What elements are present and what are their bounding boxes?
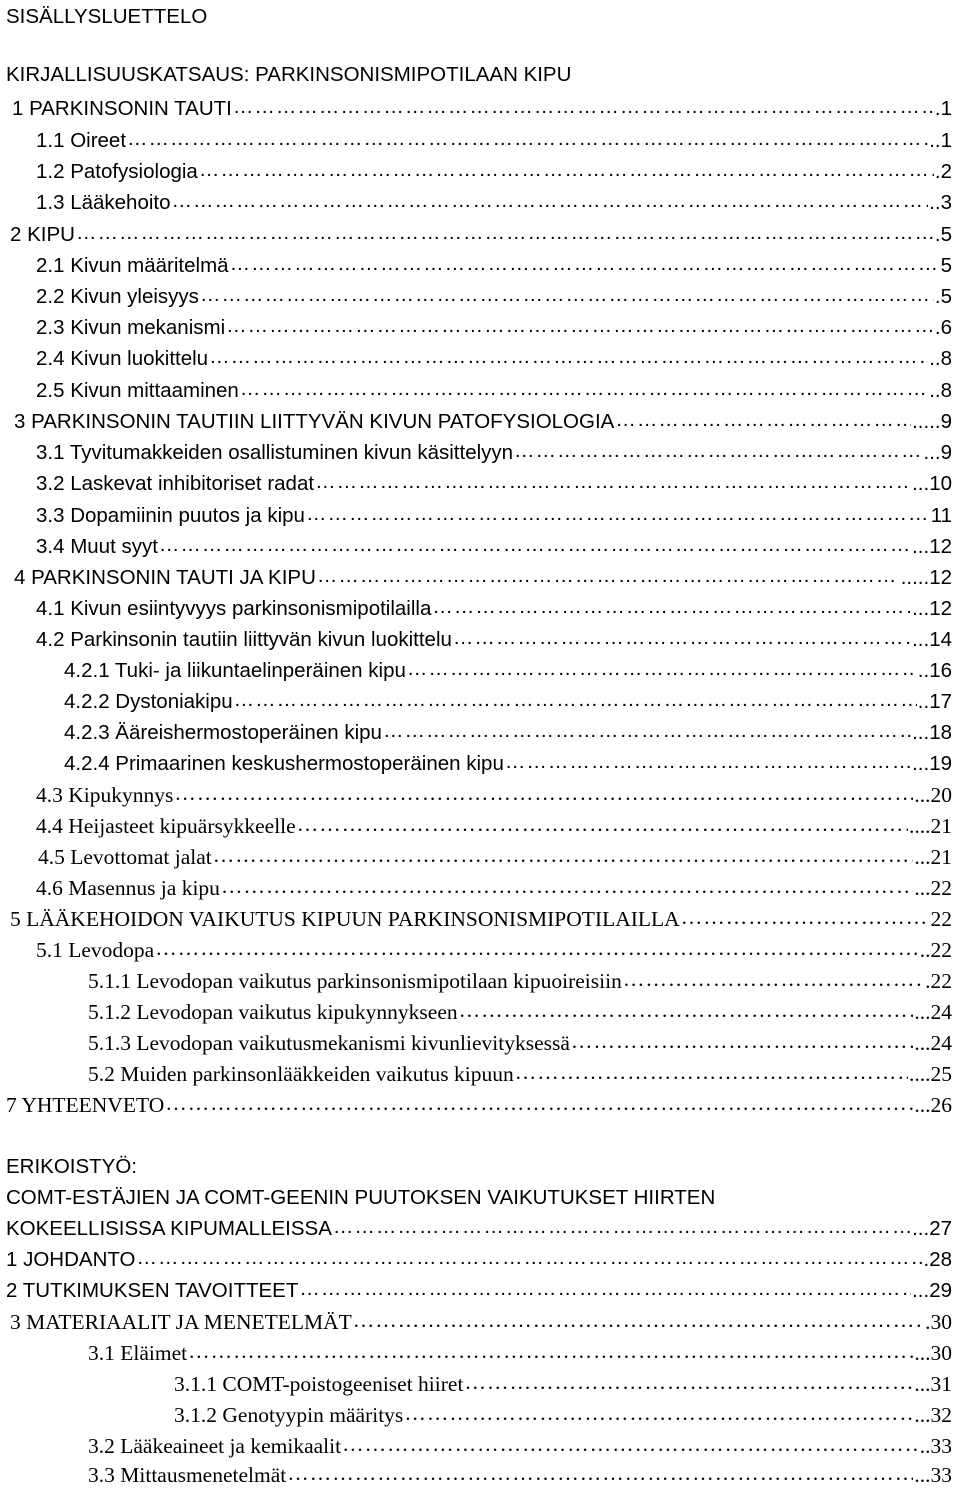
entry-page: .22 xyxy=(925,969,952,993)
toc-entry xyxy=(36,313,952,343)
dot-leader xyxy=(240,374,928,404)
toc-entry xyxy=(88,1431,952,1461)
entry-page: 11 xyxy=(930,504,952,527)
entry-page: ...24 xyxy=(914,1000,952,1024)
dot-leader xyxy=(287,1458,913,1488)
toc-entry xyxy=(88,1338,952,1368)
entry-title: 7 YHTEENVETO xyxy=(6,1093,165,1117)
entry-page: 5 xyxy=(940,254,952,277)
dot-leader xyxy=(213,840,914,870)
entry-title: 2 TUTKIMUKSEN TAVOITTEET xyxy=(6,1279,299,1302)
dot-leader xyxy=(514,436,922,466)
dot-leader xyxy=(404,1398,913,1428)
toc-entry xyxy=(88,1059,952,1089)
entry-page: .....12 xyxy=(900,566,952,589)
dot-leader xyxy=(226,311,934,341)
toc-entry xyxy=(88,997,952,1027)
dot-leader xyxy=(383,716,911,746)
entry-title: 4.2.4 Primaarinen keskushermostoperäinen kipu xyxy=(64,752,504,775)
dot-leader xyxy=(299,1274,911,1304)
toc-entry xyxy=(6,1245,952,1275)
entry-page: ..17 xyxy=(917,690,952,713)
entry-page: ...9 xyxy=(923,441,952,464)
toc-entry xyxy=(10,904,952,934)
dot-leader xyxy=(297,809,908,839)
entry-title: 2.3 Kivun mekanismi xyxy=(36,316,226,339)
dot-leader xyxy=(155,933,919,963)
toc-heading: SISÄLLYSLUETTELO xyxy=(6,5,208,28)
entry-page: ...21 xyxy=(914,845,952,869)
entry-page: ....21 xyxy=(909,814,952,838)
toc-entry xyxy=(36,532,952,562)
entry-page: .....9 xyxy=(912,410,952,433)
toc-entry xyxy=(10,1307,952,1337)
toc-entry xyxy=(36,438,952,468)
toc-entry xyxy=(36,126,952,156)
entry-title: 2.5 Kivun mittaaminen xyxy=(36,379,239,402)
toc-entry xyxy=(174,1369,952,1399)
toc-entry xyxy=(64,687,952,717)
entry-title: 1 JOHDANTO xyxy=(6,1248,136,1271)
entry-title: 3.4 Muut syyt xyxy=(36,535,158,558)
entry-title: 2.1 Kivun määritelmä xyxy=(36,254,229,277)
toc-entry xyxy=(14,407,952,437)
dot-leader xyxy=(353,1305,924,1335)
entry-title: 3.1 Tyvitumakkeiden osallistuminen kivun käsittelyyn xyxy=(36,441,514,464)
dot-leader xyxy=(200,280,934,310)
dot-leader xyxy=(234,685,917,715)
dot-leader xyxy=(615,405,911,435)
dot-leader xyxy=(342,1429,919,1459)
dot-leader xyxy=(230,249,940,279)
entry-page: ...27 xyxy=(912,1217,952,1240)
dot-leader xyxy=(165,1088,913,1118)
part2-title-line2 xyxy=(6,1214,952,1244)
entry-title: 4 PARKINSONIN TAUTI JA KIPU xyxy=(14,566,316,589)
entry-page: .28 xyxy=(923,1248,952,1271)
toc-entry xyxy=(36,811,952,841)
entry-title: 2.2 Kivun yleisyys xyxy=(36,285,199,308)
entry-title: 3.1.1 COMT-poistogeeniset hiiret xyxy=(174,1372,464,1396)
entry-page: ..16 xyxy=(917,659,952,682)
entry-title: 5.1.2 Levodopan vaikutus kipukynnykseen xyxy=(88,1000,458,1024)
entry-page: ...32 xyxy=(914,1403,952,1427)
entry-page: ...24 xyxy=(914,1031,952,1055)
entry-page: ..8 xyxy=(929,347,952,370)
entry-page: ...18 xyxy=(912,721,952,744)
dot-leader xyxy=(174,778,913,808)
entry-page: .1 xyxy=(934,97,952,120)
dot-leader xyxy=(76,218,934,248)
toc-entry xyxy=(64,749,952,779)
entry-page: .5 xyxy=(934,223,952,246)
entry-title: 4.6 Masennus ja kipu xyxy=(36,876,220,900)
entry-title: 3.1 Eläimet xyxy=(88,1341,188,1365)
dot-leader xyxy=(515,1057,908,1087)
entry-page: 22 xyxy=(930,907,952,931)
toc-entry xyxy=(36,873,952,903)
entry-page: ..8 xyxy=(929,379,952,402)
toc-entry xyxy=(88,1028,952,1058)
toc-entry xyxy=(6,1276,952,1306)
entry-page: ...31 xyxy=(914,1372,952,1396)
entry-page: ...22 xyxy=(914,876,952,900)
toc-entry xyxy=(88,1460,952,1490)
dot-leader xyxy=(136,1243,922,1273)
entry-title: 4.4 Heijasteet kipuärsykkeelle xyxy=(36,814,296,838)
entry-page: ...33 xyxy=(914,1463,952,1487)
toc-entry xyxy=(14,563,952,593)
entry-title: 1.2 Patofysiologia xyxy=(36,160,198,183)
dot-leader xyxy=(333,1212,911,1242)
toc-entry xyxy=(38,842,952,872)
toc-entry xyxy=(36,501,952,531)
toc-entry xyxy=(36,594,952,624)
dot-leader xyxy=(459,995,914,1025)
entry-title: 4.2.3 Ääreishermostoperäinen kipu xyxy=(64,721,382,744)
entry-title: 2.4 Kivun luokittelu xyxy=(36,347,209,370)
dot-leader xyxy=(432,592,911,622)
dot-leader xyxy=(464,1367,913,1397)
entry-title: 3.2 Lääkeaineet ja kemikaalit xyxy=(88,1434,342,1458)
entry-page: .5 xyxy=(934,285,952,308)
dot-leader xyxy=(505,747,911,777)
toc-entry xyxy=(6,1090,952,1120)
entry-page: ....25 xyxy=(909,1062,952,1086)
toc-entry xyxy=(64,718,952,748)
entry-title: 3.2 Laskevat inhibitoriset radat xyxy=(36,472,315,495)
entry-page: .6 xyxy=(934,316,952,339)
dot-leader xyxy=(453,623,911,653)
entry-page: ...29 xyxy=(912,1279,952,1302)
entry-title: 4.2 Parkinsonin tautiin liittyvän kivun luokittelu xyxy=(36,628,452,651)
entry-title: 4.2.2 Dystoniakipu xyxy=(64,690,233,713)
entry-title: 5.2 Muiden parkinsonlääkkeiden vaikutus kipuun xyxy=(88,1062,514,1086)
dot-leader xyxy=(188,1336,913,1366)
toc-entry xyxy=(174,1400,952,1430)
entry-title: 4.1 Kivun esiintyvyys parkinsonismipotilailla xyxy=(36,597,432,620)
entry-page: ...19 xyxy=(912,752,952,775)
entry-title: 5.1.1 Levodopan vaikutus parkinsonismipotilaan kipuoireisiin xyxy=(88,969,622,993)
dot-leader xyxy=(571,1026,913,1056)
toc-entry xyxy=(36,469,952,499)
entry-page: ..33 xyxy=(919,1434,952,1458)
entry-page: ...30 xyxy=(914,1341,952,1365)
toc-entry xyxy=(64,656,952,686)
toc-entry xyxy=(88,966,952,996)
entry-title: 2 KIPU xyxy=(10,223,75,246)
entry-page: .30 xyxy=(925,1310,952,1334)
entry-title: 3 MATERIAALIT JA MENETELMÄT xyxy=(10,1310,352,1334)
entry-title: 1.1 Oireet xyxy=(36,129,127,152)
dot-leader xyxy=(209,342,928,372)
part1-title: KIRJALLISUUSKATSAUS: PARKINSONISMIPOTILAAN KIPU xyxy=(6,63,572,86)
entry-title: 3.3 Dopamiinin puutos ja kipu xyxy=(36,504,305,527)
toc-entry xyxy=(36,780,952,810)
entry-page: .2 xyxy=(934,160,952,183)
entry-title: 1 PARKINSONIN TAUTI xyxy=(12,97,232,120)
toc-entry xyxy=(36,282,952,312)
entry-page: ..22 xyxy=(919,938,952,962)
entry-title: 3.3 Mittausmenetelmät xyxy=(88,1463,287,1487)
toc-entry xyxy=(36,188,952,218)
dot-leader xyxy=(681,902,930,932)
entry-title: 3.1.2 Genotyypin määritys xyxy=(174,1403,404,1427)
entry-title: 4.2.1 Tuki- ja liikuntaelinperäinen kipu xyxy=(64,659,406,682)
toc-entry xyxy=(36,251,952,281)
toc-entry xyxy=(36,935,952,965)
dot-leader xyxy=(306,499,930,529)
part2-label: ERIKOISTYÖ: xyxy=(6,1155,137,1178)
entry-page: ...20 xyxy=(914,783,952,807)
dot-leader xyxy=(623,964,924,994)
toc-entry xyxy=(12,94,952,124)
entry-page: ...10 xyxy=(912,472,952,495)
toc-entry xyxy=(36,157,952,187)
dot-leader xyxy=(315,467,911,497)
entry-title: 5.1 Levodopa xyxy=(36,938,155,962)
part2-title-line1: COMT-ESTÄJIEN JA COMT-GEENIN PUUTOKSEN VAIKUTUKSET HIIRTEN xyxy=(6,1186,716,1209)
toc-entry xyxy=(10,220,952,250)
entry-title: 5 LÄÄKEHOIDON VAIKUTUS KIPUUN PARKINSONISMIPOTILAILLA xyxy=(10,907,680,931)
entry-title: 4.3 Kipukynnys xyxy=(36,783,174,807)
entry-title: 1.3 Lääkehoito xyxy=(36,191,171,214)
entry-page: ...14 xyxy=(912,628,952,651)
dot-leader xyxy=(172,186,929,216)
toc-entry xyxy=(36,376,952,406)
toc-entry xyxy=(36,625,952,655)
entry-page: ...12 xyxy=(912,535,952,558)
dot-leader xyxy=(199,155,934,185)
entry-title: 4.5 Levottomat jalat xyxy=(38,845,212,869)
entry-page: ...26 xyxy=(914,1093,952,1117)
dot-leader xyxy=(233,92,934,122)
entry-title: 3 PARKINSONIN TAUTIIN LIITTYVÄN KIVUN PATOFYSIOLOGIA xyxy=(14,410,615,433)
entry-title: 5.1.3 Levodopan vaikutusmekanismi kivunlievityksessä xyxy=(88,1031,570,1055)
dot-leader xyxy=(127,124,928,154)
entry-page: ...12 xyxy=(912,597,952,620)
entry-page: ..1 xyxy=(929,129,952,152)
dot-leader xyxy=(407,654,917,684)
dot-leader xyxy=(221,871,913,901)
toc-entry xyxy=(36,344,952,374)
dot-leader xyxy=(317,561,900,591)
entry-page: ..3 xyxy=(929,191,952,214)
entry-title: KOKEELLISISSA KIPUMALLEISSA xyxy=(6,1217,332,1240)
dot-leader xyxy=(159,530,911,560)
